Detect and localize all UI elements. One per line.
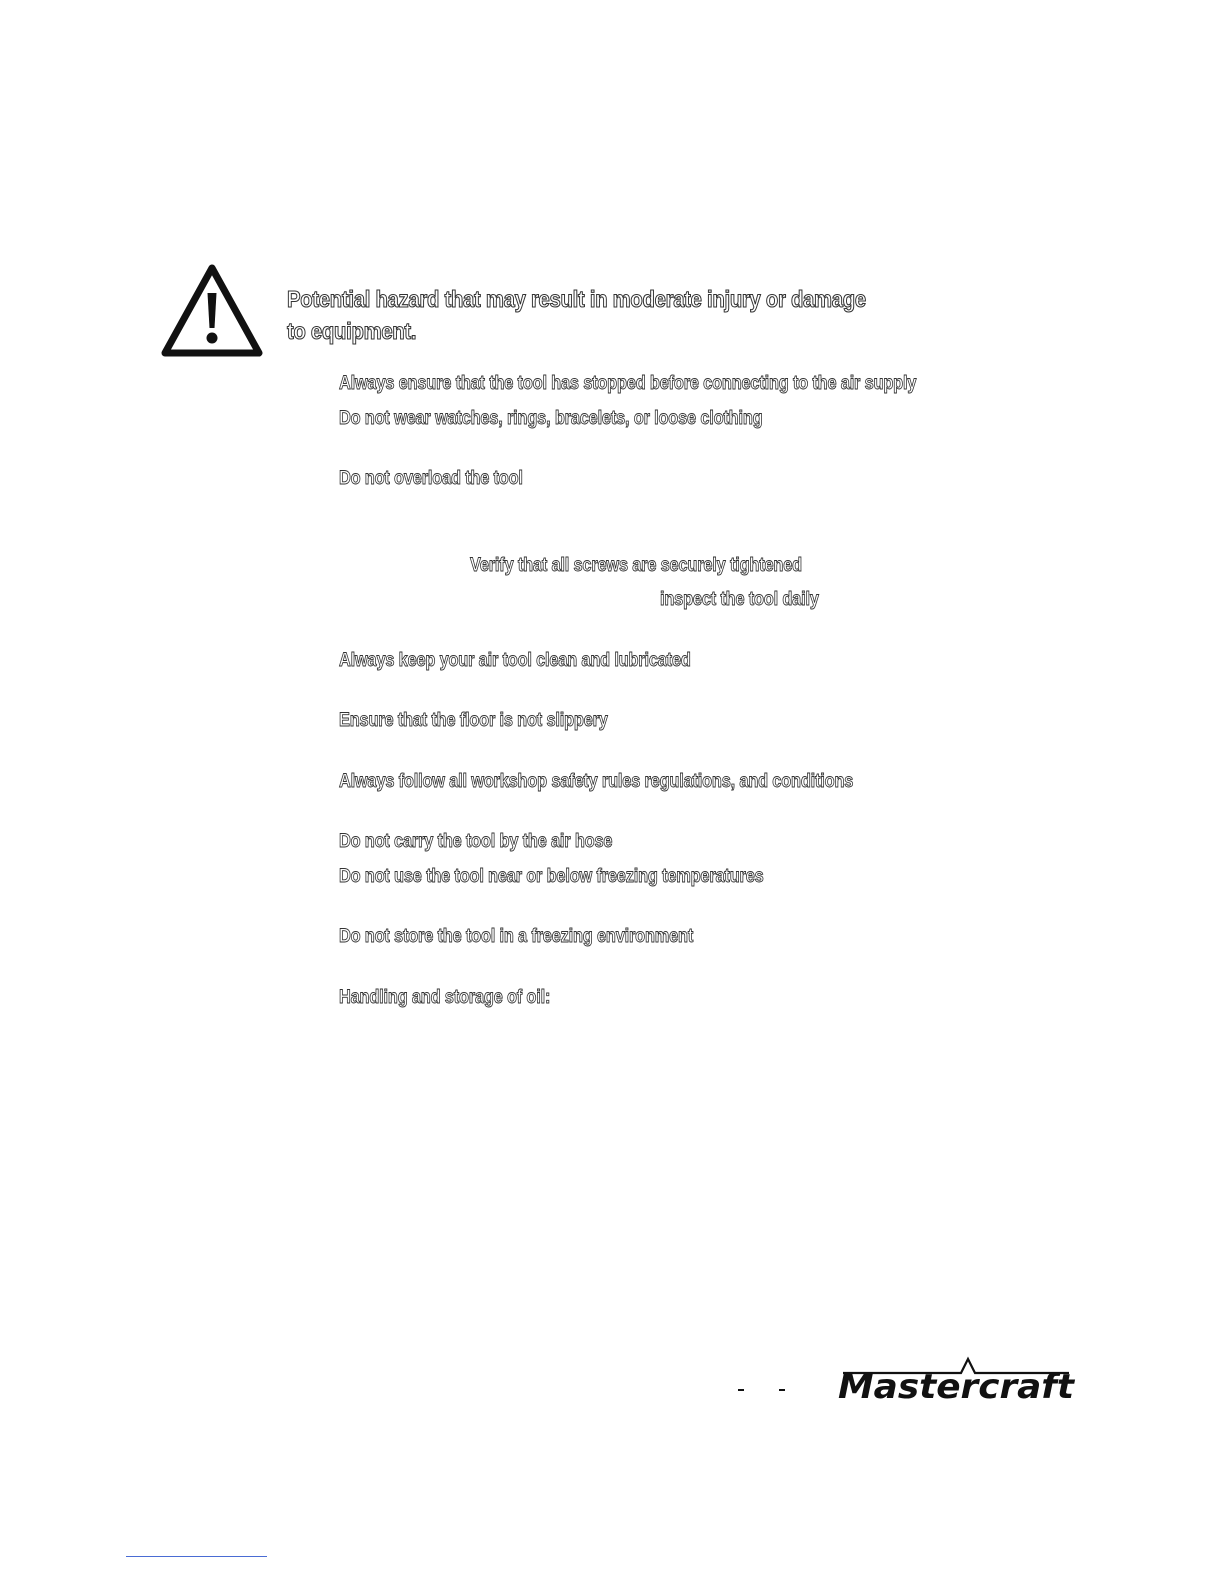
safety-line: inspect the tool daily	[660, 589, 819, 610]
safety-line: Do not wear watches, rings, bracelets, or loose clothing	[339, 408, 763, 429]
safety-line: Ensure that the floor is not slippery	[339, 710, 608, 731]
safety-line: Always ensure that the tool has stopped before connecting to the air supply	[339, 373, 917, 394]
safety-line: Do not overload the tool	[339, 468, 523, 489]
oil-handling-heading: Handling and storage of oil:	[339, 987, 551, 1008]
footer-dash	[738, 1389, 744, 1391]
footer-dash	[779, 1389, 785, 1391]
footer-link-underline	[126, 1556, 267, 1557]
hazard-heading: Potential hazard that may result in moderate injury or damage to equipment.	[287, 286, 866, 344]
svg-text:Mastercraft: Mastercraft	[838, 1367, 1076, 1402]
safety-line: Do not store the tool in a freezing environment	[339, 926, 694, 947]
safety-line: Do not carry the tool by the air hose	[339, 831, 613, 852]
safety-line: Always follow all workshop safety rules regulations, and conditions	[339, 771, 854, 792]
safety-line: Always keep your air tool clean and lubricated	[339, 650, 691, 671]
safety-line: Verify that all screws are securely tightened	[470, 555, 802, 576]
warning-triangle-icon	[160, 262, 264, 358]
mastercraft-logo	[835, 1356, 1077, 1402]
safety-line: Do not use the tool near or below freezing temperatures	[339, 866, 764, 887]
